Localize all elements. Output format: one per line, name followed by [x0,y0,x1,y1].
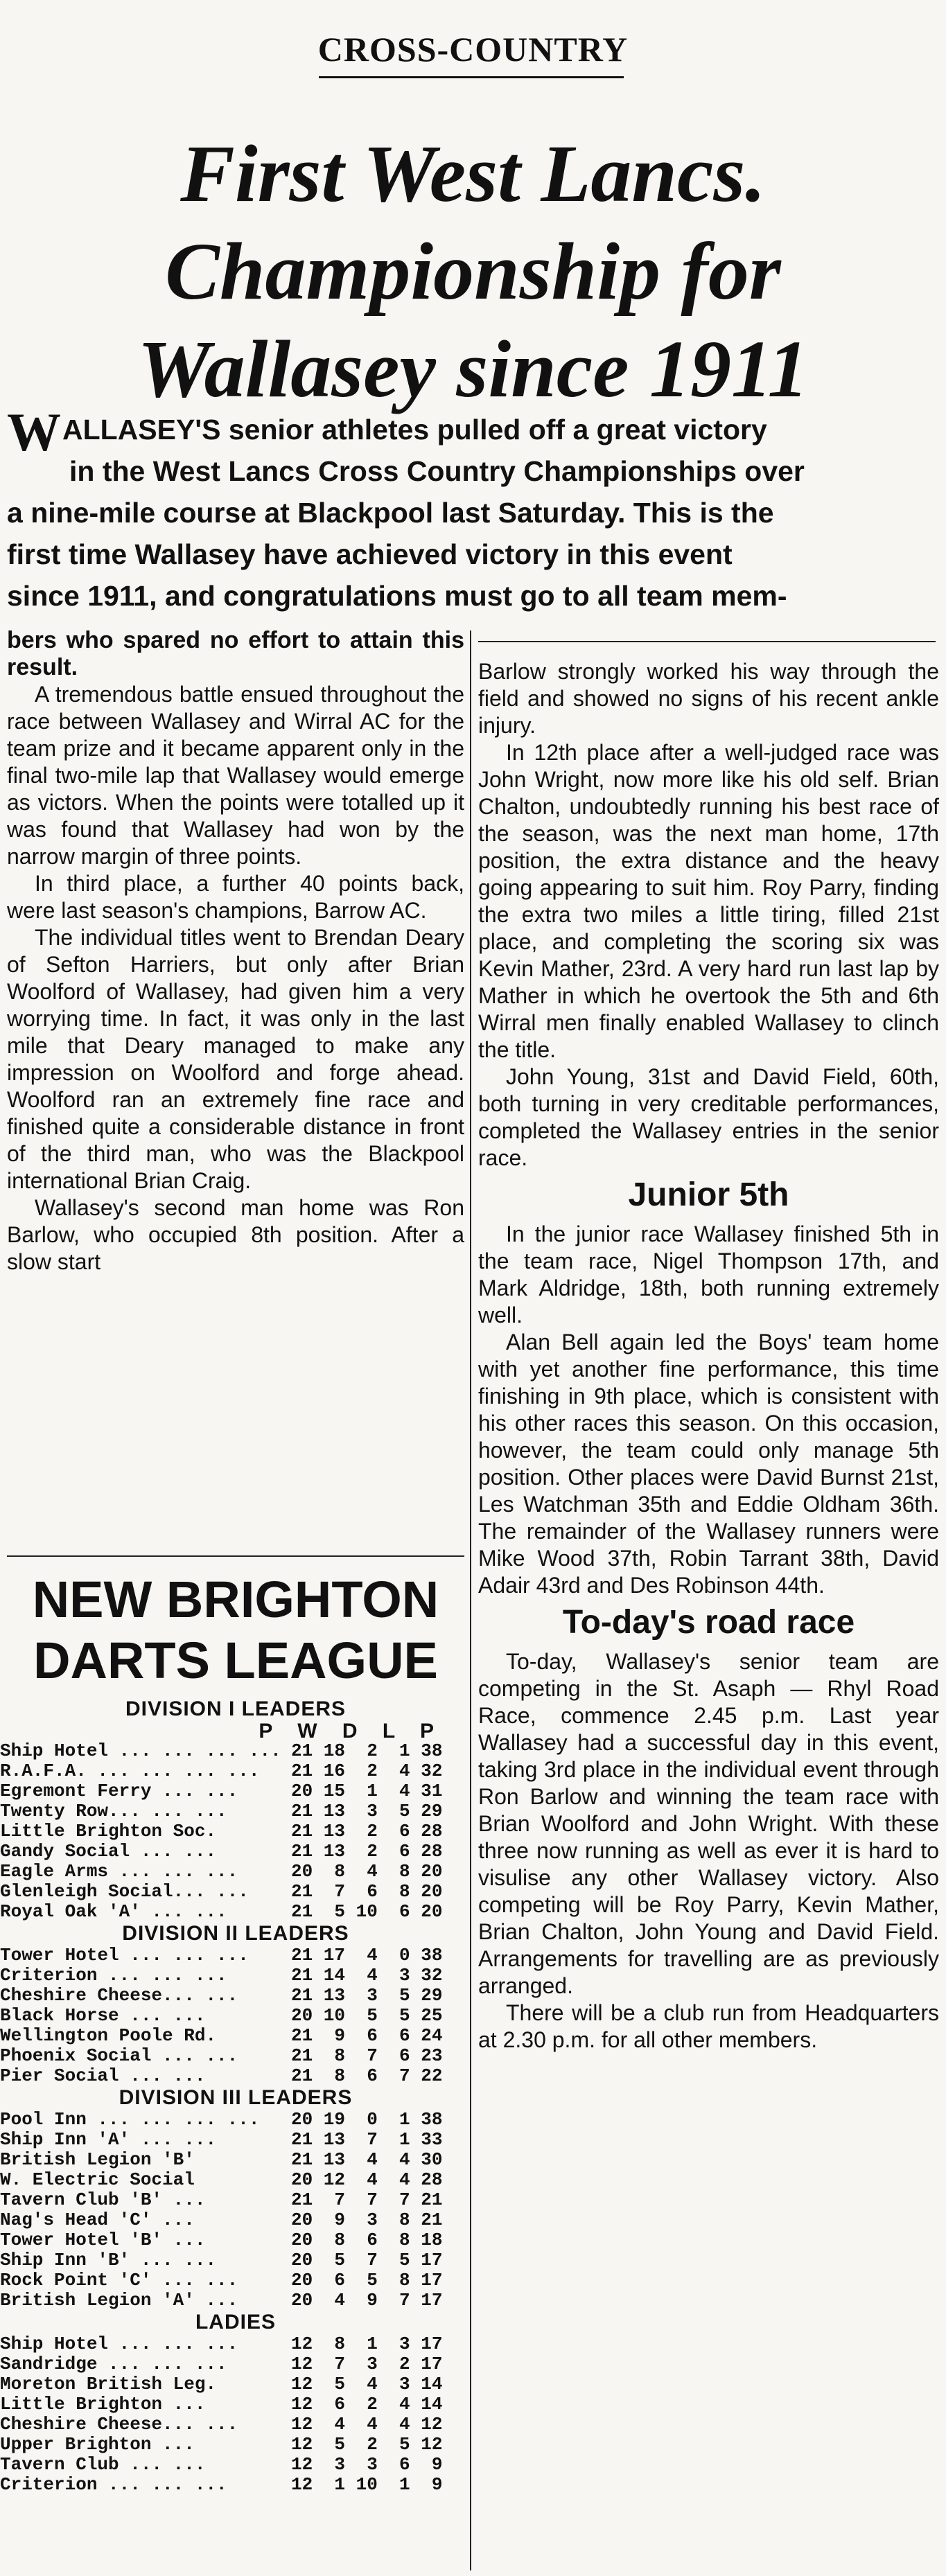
article-paragraph: The individual titles went to Brendan Deary of Sefton Harriers, but only after Brian Woolford of Wallasey, had given him a very worrying time. In fact, it was only in the last mile that Deary managed to make any impression on Woolford and forge ahead. Woolford ran an extremely fine race and finished quite a considerable distance in front of the third man, who was the Blackpool international Brian Craig. [7,925,464,1193]
table-row [0,2354,471,2374]
team-name: Pier Social ... ... [0,2066,206,2086]
team-name: Ship Inn 'B' ... ... [0,2250,217,2270]
table-row [0,2374,471,2394]
junior-subheading: Junior 5th [628,1176,789,1213]
team-stats: 12 5 4 3 14 [291,2374,443,2394]
ladies-table [0,2334,471,2495]
team-stats: 20 12 4 4 28 [291,2169,443,2190]
team-name: Wellington Poole Rd. [0,2026,217,2046]
table-row [0,1842,471,1862]
team-stats: 21 13 7 1 33 [291,2129,443,2150]
team-stats: 21 14 4 3 32 [291,1965,443,1986]
table-row [0,2250,471,2270]
team-stats: 21 17 4 0 38 [291,1945,443,1966]
team-stats: 20 15 1 4 31 [291,1781,443,1801]
team-name: Egremont Ferry ... ... [0,1781,238,1801]
team-stats: 20 8 6 8 18 [291,2230,443,2250]
section-label: CROSS-COUNTRY [317,30,629,69]
table-row [0,2230,471,2250]
team-stats: 21 13 4 4 30 [291,2149,443,2170]
darts-league-title [0,1569,471,1691]
team-name: Tavern Club ... ... [0,2455,206,2475]
team-stats: 20 9 3 8 21 [291,2209,443,2230]
team-stats: 21 13 2 6 28 [291,1841,443,1862]
team-stats: 12 4 4 4 12 [291,2414,443,2435]
team-stats: 21 13 3 5 29 [291,1801,443,1821]
team-stats: 20 6 5 8 17 [291,2270,443,2291]
team-stats: 21 7 6 8 20 [291,1881,443,1902]
team-name: Rock Point 'C' ... ... [0,2270,238,2291]
division-1-title: DIVISION I LEADERS [125,1697,347,1720]
team-name: Eagle Arms ... ... ... [0,1862,238,1882]
team-name: Gandy Social ... ... [0,1842,217,1862]
table-row [0,1966,471,1986]
team-name: Criterion ... ... ... [0,1966,227,1986]
team-name: Upper Brighton ... [0,2435,195,2455]
team-name: Little Brighton ... [0,2394,206,2415]
team-name: Sandridge ... ... ... [0,2354,227,2374]
intro-paragraph [7,402,936,617]
ladies-title: LADIES [195,2311,276,2334]
article-paragraph: In 12th place after a well-judged race was John Wright, now more like his old self. Brian Chalton, undoubtedly running his best race of the season, was the next man home, 17th position, the extra distance and the heavy going appearing to suit him. Roy Parry, finding the extra two miles a little tiring, filled 21st place, and completing the scoring six was Kevin Mather, 23rd. A very hard run last lap by Mather in which he overtook the 5th and 6th Wirral men finally enabled Wallasey to clinch the title. [478,740,939,1062]
table-row [0,2291,471,2311]
table-row [0,2210,471,2230]
table-row [0,1761,471,1781]
team-stats: 12 1 10 1 9 [291,2474,443,2495]
team-stats: 21 18 2 1 38 [291,1740,443,1761]
article-paragraph: In third place, a further 40 points back, were last season's champions, Barrow AC. [7,871,464,923]
team-stats: 21 7 7 7 21 [291,2189,443,2210]
table-row [0,2394,471,2415]
table-row [0,2026,471,2046]
team-stats: 20 4 9 7 17 [291,2290,443,2311]
article-paragraph: In the junior race Wallasey finished 5th in the team race, Nigel Thompson 17th, and Mark Aldridge, 18th, both running extremely well. [478,1221,939,1327]
table-row [0,1821,471,1842]
team-name: British Legion 'A' ... [0,2291,238,2311]
table-row [0,2415,471,2435]
team-stats: 21 9 6 6 24 [291,2025,443,2046]
division-1-table [0,1741,471,1922]
table-row [0,2190,471,2210]
team-stats: 12 5 2 5 12 [291,2434,443,2455]
table-row [0,1946,471,1966]
team-name: R.A.F.A. ... ... ... ... [0,1761,260,1781]
kicker-underline [319,76,624,78]
team-stats: 12 3 3 6 9 [291,2454,443,2475]
team-stats: 12 6 2 4 14 [291,2394,443,2415]
headline-line-1: First West Lancs. [180,128,766,219]
drop-cap: W [7,402,61,462]
table-row [0,1781,471,1801]
team-name: Royal Oak 'A' ... ... [0,1902,227,1922]
table-row [0,2110,471,2130]
team-name: Cheshire Cheese... ... [0,2415,238,2435]
division-2-title: DIVISION II LEADERS [122,1922,349,1945]
intro-line-4: first time Wallasey have achieved victory in this event [7,538,733,570]
intro-line-1: ALLASEY'S senior athletes pulled off a great victory [62,414,767,445]
article-lead: bers who spared no effort to attain this result. [7,627,464,680]
article-paragraph: John Young, 31st and David Field, 60th, both turning in very creditable performances, completed the Wallasey entries in the senior race. [478,1064,939,1170]
table-row [0,2270,471,2291]
team-stats: 20 19 0 1 38 [291,2109,443,2130]
intro-line-3: a nine-mile course at Blackpool last Saturday. This is the [7,497,774,529]
article-paragraph: Barlow strongly worked his way through the field and showed no signs of his recent ankle injury. [478,659,939,738]
division-3-table [0,2110,471,2311]
table-row [0,1801,471,1821]
table-row [0,2006,471,2026]
team-name: Tower Hotel ... ... ... [0,1946,249,1966]
table-row [0,2435,471,2455]
table-row [0,2066,471,2086]
team-name: Criterion ... ... ... [0,2475,227,2495]
table-row [0,2046,471,2066]
table-row [0,1882,471,1902]
team-stats: 21 13 3 5 29 [291,1985,443,2006]
team-stats: 20 10 5 5 25 [291,2005,443,2026]
article-paragraph: To-day, Wallasey's senior team are competing in the St. Asaph — Rhyl Road Race, commence 2.45 p.m. Last year Wallasey had a successful day in this event, taking 3rd place in the individual event through Ron Barlow and winning the team race with Brian Woolford and John Wright. With these three now running as well as ever it is hard to visulise any other Wallasey victory. Also competing will be Roy Parry, Kevin Mather, Brian Chalton, John Young and David Field. Arrangements for travelling are as previously arranged. [478,1649,939,1998]
headline-line-2: Championship for [165,226,781,317]
team-stats: 21 5 10 6 20 [291,1901,443,1922]
table-row [0,2475,471,2495]
team-stats: 21 8 7 6 23 [291,2045,443,2066]
column-headers: P W D L P [259,1720,444,1743]
division-2-table [0,1946,471,2086]
table-row [0,1862,471,1882]
team-name: Tavern Club 'B' ... [0,2190,206,2210]
table-row [0,1986,471,2006]
team-name: Little Brighton Soc. [0,1821,217,1842]
team-stats: 21 8 6 7 22 [291,2065,443,2086]
team-name: Ship Inn 'A' ... ... [0,2130,217,2150]
team-name: Ship Hotel ... ... ... ... [0,1741,281,1761]
road-race-subheading: To-day's road race [562,1604,855,1641]
table-row [0,2150,471,2170]
team-stats: 12 8 1 3 17 [291,2334,443,2354]
article-paragraph: Wallasey's second man home was Ron Barlow, who occupied 8th position. After a slow start [7,1195,464,1274]
team-stats: 21 16 2 4 32 [291,1761,443,1781]
table-row [0,1902,471,1922]
division-3-title: DIVISION III LEADERS [119,2086,353,2109]
headline [0,125,946,418]
table-row [0,2455,471,2475]
article-paragraph: A tremendous battle ensued throughout the race between Wallasey and Wirral AC for the team prize and it became apparent only in the final two-mile lap that Wallasey would emerge as victors. When the points were totalled up it was found that Wallasey had won by the narrow margin of three points. [7,682,464,869]
team-name: Black Horse ... ... [0,2006,206,2026]
team-stats: 20 5 7 5 17 [291,2250,443,2270]
article-paragraph: Alan Bell again led the Boys' team home with yet another fine performance, this time finishing in 9th place, which is consistent with his other races this season. On this occasion, however, the team could only manage 5th position. Other places were David Burnst 21st, Les Watchman 35th and Eddie Oldham 36th. The remainder of the Wallasey runners were Mike Wood 37th, Robin Tarrant 38th, David Adair 43rd and Des Robinson 44th. [478,1330,939,1598]
darts-title-line-1: NEW BRIGHTON [32,1571,439,1628]
darts-league-tables [0,1697,471,2495]
right-column-top-rule [478,641,936,642]
team-name: Pool Inn ... ... ... ... [0,2110,260,2130]
team-stats: 21 13 2 6 28 [291,1821,443,1842]
intro-line-2: in the West Lancs Cross Country Championships over [69,455,805,487]
table-row [0,2334,471,2354]
team-name: Glenleigh Social... ... [0,1882,249,1902]
team-name: Phoenix Social ... ... [0,2046,238,2066]
team-stats: 12 7 3 2 17 [291,2354,443,2374]
article-left-column [7,627,464,1276]
headline-line-3: Wallasey since 1911 [137,324,809,414]
team-name: Nag's Head 'C' ... [0,2210,195,2230]
team-name: Ship Hotel ... ... ... [0,2334,238,2354]
team-stats: 20 8 4 8 20 [291,1861,443,1882]
team-name: Cheshire Cheese... ... [0,1986,238,2006]
table-row [0,2170,471,2190]
intro-line-5: since 1911, and congratulations must go to all team mem- [7,580,787,612]
darts-top-rule [7,1555,464,1557]
table-row [0,1741,471,1761]
team-name: Tower Hotel 'B' ... [0,2230,206,2250]
team-name: British Legion 'B' [0,2150,195,2170]
team-name: W. Electric Social [0,2170,195,2190]
darts-title-line-2: DARTS LEAGUE [33,1632,438,1689]
team-name: Moreton British Leg. [0,2374,217,2394]
article-right-column [478,658,939,2054]
table-row [0,2130,471,2150]
article-paragraph: There will be a club run from Headquarters at 2.30 p.m. for all other members. [478,2000,939,2052]
team-name: Twenty Row... ... ... [0,1801,227,1821]
